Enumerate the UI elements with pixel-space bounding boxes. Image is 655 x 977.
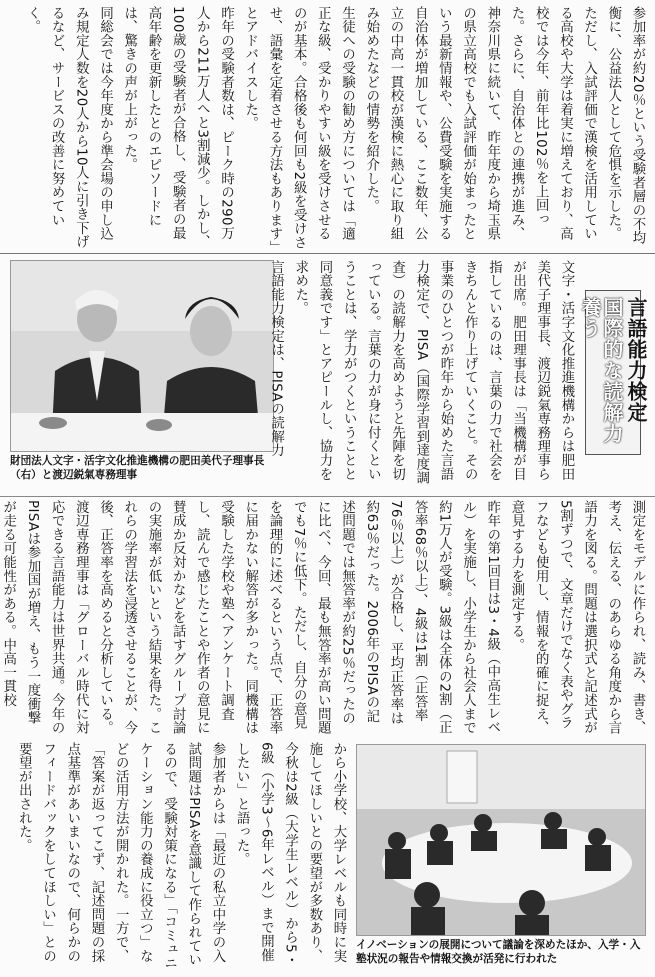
headline-title: 言語能力検定: [624, 297, 648, 423]
section-divider-middle: [0, 496, 655, 497]
photo-two-officials: [11, 261, 273, 451]
photo-caption-right: イノベーションの展開について議論を深めたほか、入学・入塾状況の報告や情報交換が活発に行われた: [356, 939, 641, 965]
article-column-mid-right: 文字・活字文化推進機構からは肥田美代子理事長、渡辺鋭氣専務理事らが出席。肥田理事長は「当機構が目指しているのは、言葉の力で社会をきちんと作り上げていくこと。その事業のひとつが昨年から始めた言語力検定で、PISA（国際学習到達度調査）の読解力を高めようと先陣を切っている。言葉の力が身に付くということは、学力がつくということと同意義です」とアピールし、協力を求めた。 言語能力検定は、PISAの読解力: [268, 260, 574, 485]
photo-meeting: [356, 744, 646, 936]
section-divider: [0, 253, 655, 254]
photo-board-members: [10, 260, 274, 452]
photo-caption-left: 財団法人文字・活字文化推進機構の肥田美代子理事長（右）と渡辺鋭氣専務理事: [10, 455, 265, 481]
article-column-bottom-left: から小学校、大学レベルも同時に実施してほしいとの要望が多数あり、今秋は2級（大学生レベル）から5・6級（小学3～6年レベル）まで開催したい」と語った。 参加者からは「最近の私立中学の入試問題はPISAを意識して作られているので、受験対策になる」「コミュニケーション能力の養成に役立つ」などの活用方法が開かれた。一方で、「答案が返ってこず、記述問題の採点基準があいまいなので、何らかのフィードバックをしてほしい」との要望が出された。: [16, 742, 346, 970]
photo-meeting-room: [357, 745, 645, 935]
headline-subtitle: 国際的な読解力養う: [578, 297, 624, 444]
headline-box: [578, 290, 648, 455]
article-column-left: 測定をモデルに作られ、読み、書き、考え、伝える、のあらゆる角度から言語力を図る。問題は選択式と記述式が5割ずつで、文章だけでなく表やグラフなども使用し、情報を的確に捉え、意見する力を測定する。 昨年の第1回目は3・4級（中高生レベル）を実施し、小学生から社会人まで約1万人が受験。3級は全体の2割（正答率68％以上）、4級は1割（正答率76％以上）が合格し、平均正答率は約63％だった。2006年のPISAの記述問題では無答率が約25％だったのに比べ、今回、最も無答率が高い問題でも7％に低下。ただし、自分の意見を論理的に述べるという点で、正答率に届かない解答が多かった。同機構は受験した学校や塾へアンケート調査し、読んで感じたことや作者の意見に賛成か反対かなどを話すグループ討論の実施率が低いという結果を得た。これらの学習法を浸透させることが、今後、正答率を高めると分析している。 渡辺専務理事は「グローバル時代に対応できる言語能力は世界共通。今年のPISAは参加国が増え、もう一度衝撃が走る可能性がある。中高一貫校: [0, 500, 645, 735]
article-column-top-right: 参加率が約20％という受験者層の不均衡に、公益法人として危惧を示した。 ただし、入試評価で漢検を活用している高校や大学は着実に増えており、高校では今年、前年比102％を上回った。さらに、自治体との連携が進み、神奈川県に続いて、昨年度から埼玉県の県立高校でも入試評価が始まったという最新情報や、公費受験を実施する自治体が増加している、ここ数年、公立の中高一貫校が漢検に熱心に取り組み始めたなどの情勢を紹介した。 生徒への受験の勧め方については「適正な級、受かりやすい級を受けさせるのが基本。合格後も何回も2級を受けさせ、語彙を定着させる方法もあります」とアドバイスした。 昨年の受験者数は、ピーク時の290万人から211万人へと3割減少。しかし、100歳の受験者が合格し、受験者の最高年齢を更新したとのエピソードには、驚きの声が上がった。 同総会では今年度から準会場の申し込み規定人数を20人から10人に引き下げるなど、サービスの改善に努めていく。: [24, 6, 645, 250]
